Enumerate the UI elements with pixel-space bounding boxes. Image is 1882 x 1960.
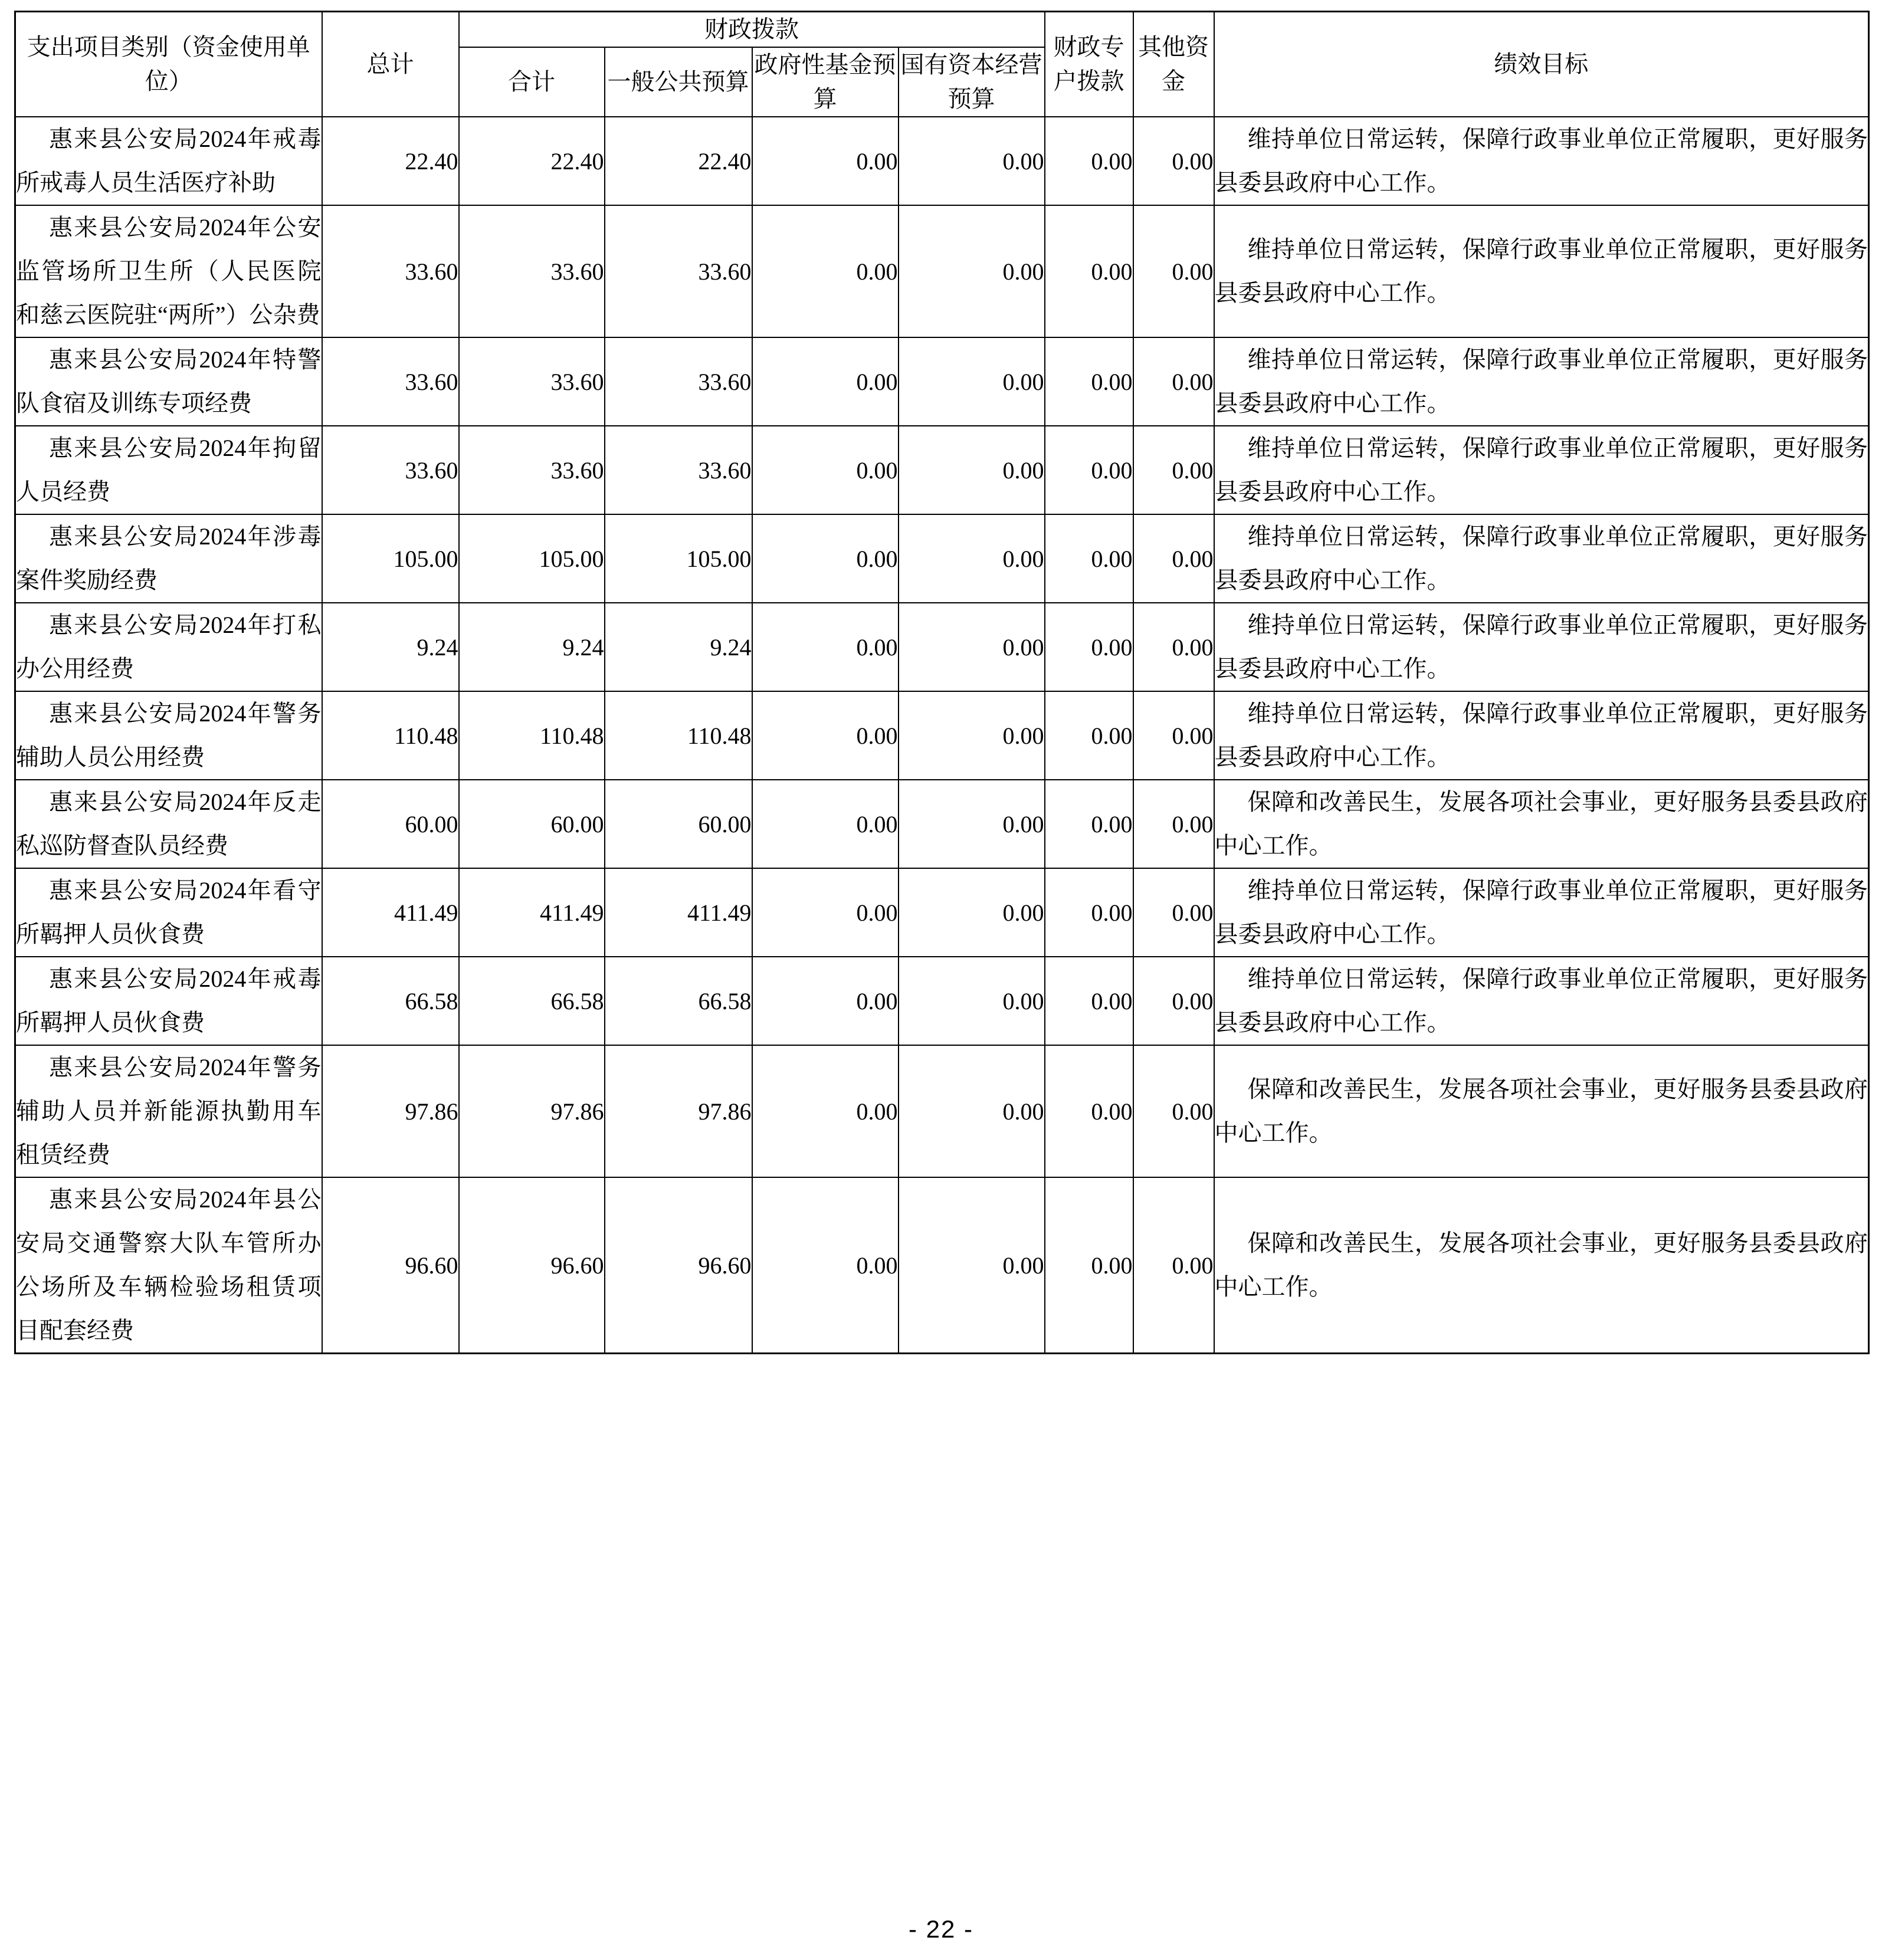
col-header-total: 总计 [322,12,459,117]
cell-general-public-budget: 33.60 [605,426,752,514]
cell-special-account-appropriation: 0.00 [1045,426,1133,514]
cell-fiscal-subtotal: 33.60 [459,426,605,514]
cell-general-public-budget: 66.58 [605,957,752,1045]
cell-item-category: 惠来县公安局2024年公安监管场所卫生所（人民医院和慈云医院驻“两所”）公杂费 [15,205,322,337]
cell-special-account-appropriation: 0.00 [1045,780,1133,868]
cell-special-account-appropriation: 0.00 [1045,337,1133,426]
cell-government-fund-budget: 0.00 [752,603,899,691]
cell-total: 411.49 [322,868,459,957]
table-row [15,205,1869,337]
cell-state-capital-operation-budget: 0.00 [899,957,1045,1045]
cell-other-funds: 0.00 [1133,514,1214,603]
cell-item-category: 惠来县公安局2024年警务辅助人员并新能源执勤用车租赁经费 [15,1045,322,1177]
cell-general-public-budget: 22.40 [605,117,752,205]
cell-fiscal-subtotal: 97.86 [459,1045,605,1177]
budget-expenditure-table [14,11,1870,1354]
cell-general-public-budget: 110.48 [605,691,752,780]
cell-government-fund-budget: 0.00 [752,1177,899,1354]
cell-fiscal-subtotal: 33.60 [459,337,605,426]
cell-general-public-budget: 33.60 [605,205,752,337]
cell-total: 105.00 [322,514,459,603]
cell-special-account-appropriation: 0.00 [1045,691,1133,780]
col-header-general-public-budget: 一般公共预算 [605,47,752,117]
cell-fiscal-subtotal: 110.48 [459,691,605,780]
cell-fiscal-subtotal: 22.40 [459,117,605,205]
table-header [15,12,1869,117]
cell-total: 9.24 [322,603,459,691]
cell-fiscal-subtotal: 66.58 [459,957,605,1045]
cell-state-capital-operation-budget: 0.00 [899,603,1045,691]
table-row [15,868,1869,957]
table-row [15,337,1869,426]
table-row [15,426,1869,514]
cell-item-category: 惠来县公安局2024年特警队食宿及训练专项经费 [15,337,322,426]
col-header-item-category: 支出项目类别（资金使用单位） [15,12,322,117]
col-header-fiscal-subtotal: 合计 [459,47,605,117]
cell-fiscal-subtotal: 105.00 [459,514,605,603]
cell-performance-goal: 维持单位日常运转，保障行政事业单位正常履职，更好服务县委县政府中心工作。 [1214,603,1869,691]
cell-other-funds: 0.00 [1133,957,1214,1045]
cell-other-funds: 0.00 [1133,603,1214,691]
col-header-special-account-appropriation: 财政专户拨款 [1045,12,1133,117]
cell-government-fund-budget: 0.00 [752,337,899,426]
col-header-performance-goal: 绩效目标 [1214,12,1869,117]
cell-performance-goal: 维持单位日常运转，保障行政事业单位正常履职，更好服务县委县政府中心工作。 [1214,426,1869,514]
table-row [15,1045,1869,1177]
cell-general-public-budget: 105.00 [605,514,752,603]
cell-state-capital-operation-budget: 0.00 [899,780,1045,868]
cell-item-category: 惠来县公安局2024年看守所羁押人员伙食费 [15,868,322,957]
cell-general-public-budget: 96.60 [605,1177,752,1354]
cell-total: 97.86 [322,1045,459,1177]
cell-other-funds: 0.00 [1133,1045,1214,1177]
cell-fiscal-subtotal: 411.49 [459,868,605,957]
cell-item-category: 惠来县公安局2024年拘留人员经费 [15,426,322,514]
cell-state-capital-operation-budget: 0.00 [899,514,1045,603]
cell-government-fund-budget: 0.00 [752,780,899,868]
cell-special-account-appropriation: 0.00 [1045,868,1133,957]
cell-state-capital-operation-budget: 0.00 [899,117,1045,205]
cell-other-funds: 0.00 [1133,337,1214,426]
cell-performance-goal: 维持单位日常运转，保障行政事业单位正常履职，更好服务县委县政府中心工作。 [1214,691,1869,780]
cell-general-public-budget: 33.60 [605,337,752,426]
cell-total: 33.60 [322,426,459,514]
cell-total: 33.60 [322,205,459,337]
cell-fiscal-subtotal: 9.24 [459,603,605,691]
table-row [15,514,1869,603]
cell-special-account-appropriation: 0.00 [1045,603,1133,691]
table-row [15,957,1869,1045]
cell-total: 110.48 [322,691,459,780]
cell-state-capital-operation-budget: 0.00 [899,691,1045,780]
cell-special-account-appropriation: 0.00 [1045,205,1133,337]
cell-performance-goal: 维持单位日常运转，保障行政事业单位正常履职，更好服务县委县政府中心工作。 [1214,205,1869,337]
cell-state-capital-operation-budget: 0.00 [899,1177,1045,1354]
table-row [15,780,1869,868]
cell-performance-goal: 维持单位日常运转，保障行政事业单位正常履职，更好服务县委县政府中心工作。 [1214,957,1869,1045]
cell-item-category: 惠来县公安局2024年县公安局交通警察大队车管所办公场所及车辆检验场租赁项目配套经费 [15,1177,322,1354]
cell-total: 66.58 [322,957,459,1045]
cell-item-category: 惠来县公安局2024年警务辅助人员公用经费 [15,691,322,780]
cell-state-capital-operation-budget: 0.00 [899,205,1045,337]
cell-government-fund-budget: 0.00 [752,868,899,957]
cell-government-fund-budget: 0.00 [752,514,899,603]
cell-other-funds: 0.00 [1133,868,1214,957]
cell-state-capital-operation-budget: 0.00 [899,337,1045,426]
table-row [15,603,1869,691]
cell-other-funds: 0.00 [1133,691,1214,780]
cell-other-funds: 0.00 [1133,426,1214,514]
cell-fiscal-subtotal: 96.60 [459,1177,605,1354]
cell-government-fund-budget: 0.00 [752,117,899,205]
col-header-state-capital-operation-budget: 国有资本经营预算 [899,47,1045,117]
cell-total: 96.60 [322,1177,459,1354]
table-row [15,117,1869,205]
cell-state-capital-operation-budget: 0.00 [899,426,1045,514]
cell-other-funds: 0.00 [1133,117,1214,205]
cell-total: 60.00 [322,780,459,868]
cell-item-category: 惠来县公安局2024年打私办公用经费 [15,603,322,691]
cell-performance-goal: 维持单位日常运转，保障行政事业单位正常履职，更好服务县委县政府中心工作。 [1214,868,1869,957]
cell-performance-goal: 保障和改善民生，发展各项社会事业，更好服务县委县政府中心工作。 [1214,780,1869,868]
cell-state-capital-operation-budget: 0.00 [899,1045,1045,1177]
cell-government-fund-budget: 0.00 [752,1045,899,1177]
header-row-top [15,12,1869,48]
cell-performance-goal: 维持单位日常运转，保障行政事业单位正常履职，更好服务县委县政府中心工作。 [1214,514,1869,603]
table-row [15,691,1869,780]
table-row [15,1177,1869,1354]
cell-general-public-budget: 411.49 [605,868,752,957]
cell-fiscal-subtotal: 33.60 [459,205,605,337]
cell-special-account-appropriation: 0.00 [1045,1177,1133,1354]
cell-total: 33.60 [322,337,459,426]
cell-general-public-budget: 60.00 [605,780,752,868]
col-header-other-funds: 其他资金 [1133,12,1214,117]
col-header-government-fund-budget: 政府性基金预算 [752,47,899,117]
cell-performance-goal: 保障和改善民生，发展各项社会事业，更好服务县委县政府中心工作。 [1214,1045,1869,1177]
cell-performance-goal: 维持单位日常运转，保障行政事业单位正常履职，更好服务县委县政府中心工作。 [1214,117,1869,205]
cell-other-funds: 0.00 [1133,1177,1214,1354]
cell-total: 22.40 [322,117,459,205]
cell-government-fund-budget: 0.00 [752,957,899,1045]
cell-item-category: 惠来县公安局2024年戒毒所戒毒人员生活医疗补助 [15,117,322,205]
cell-special-account-appropriation: 0.00 [1045,957,1133,1045]
cell-special-account-appropriation: 0.00 [1045,1045,1133,1177]
cell-fiscal-subtotal: 60.00 [459,780,605,868]
cell-other-funds: 0.00 [1133,780,1214,868]
cell-government-fund-budget: 0.00 [752,691,899,780]
cell-state-capital-operation-budget: 0.00 [899,868,1045,957]
col-header-fiscal-appropriation: 财政拨款 [459,12,1045,48]
cell-special-account-appropriation: 0.00 [1045,514,1133,603]
cell-special-account-appropriation: 0.00 [1045,117,1133,205]
cell-item-category: 惠来县公安局2024年反走私巡防督查队员经费 [15,780,322,868]
cell-general-public-budget: 9.24 [605,603,752,691]
cell-other-funds: 0.00 [1133,205,1214,337]
cell-government-fund-budget: 0.00 [752,426,899,514]
page-number: - 22 - [908,1915,974,1943]
table-body [15,117,1869,1354]
cell-item-category: 惠来县公安局2024年涉毒案件奖励经费 [15,514,322,603]
cell-item-category: 惠来县公安局2024年戒毒所羁押人员伙食费 [15,957,322,1045]
cell-performance-goal: 保障和改善民生，发展各项社会事业，更好服务县委县政府中心工作。 [1214,1177,1869,1354]
cell-performance-goal: 维持单位日常运转，保障行政事业单位正常履职，更好服务县委县政府中心工作。 [1214,337,1869,426]
cell-general-public-budget: 97.86 [605,1045,752,1177]
cell-government-fund-budget: 0.00 [752,205,899,337]
